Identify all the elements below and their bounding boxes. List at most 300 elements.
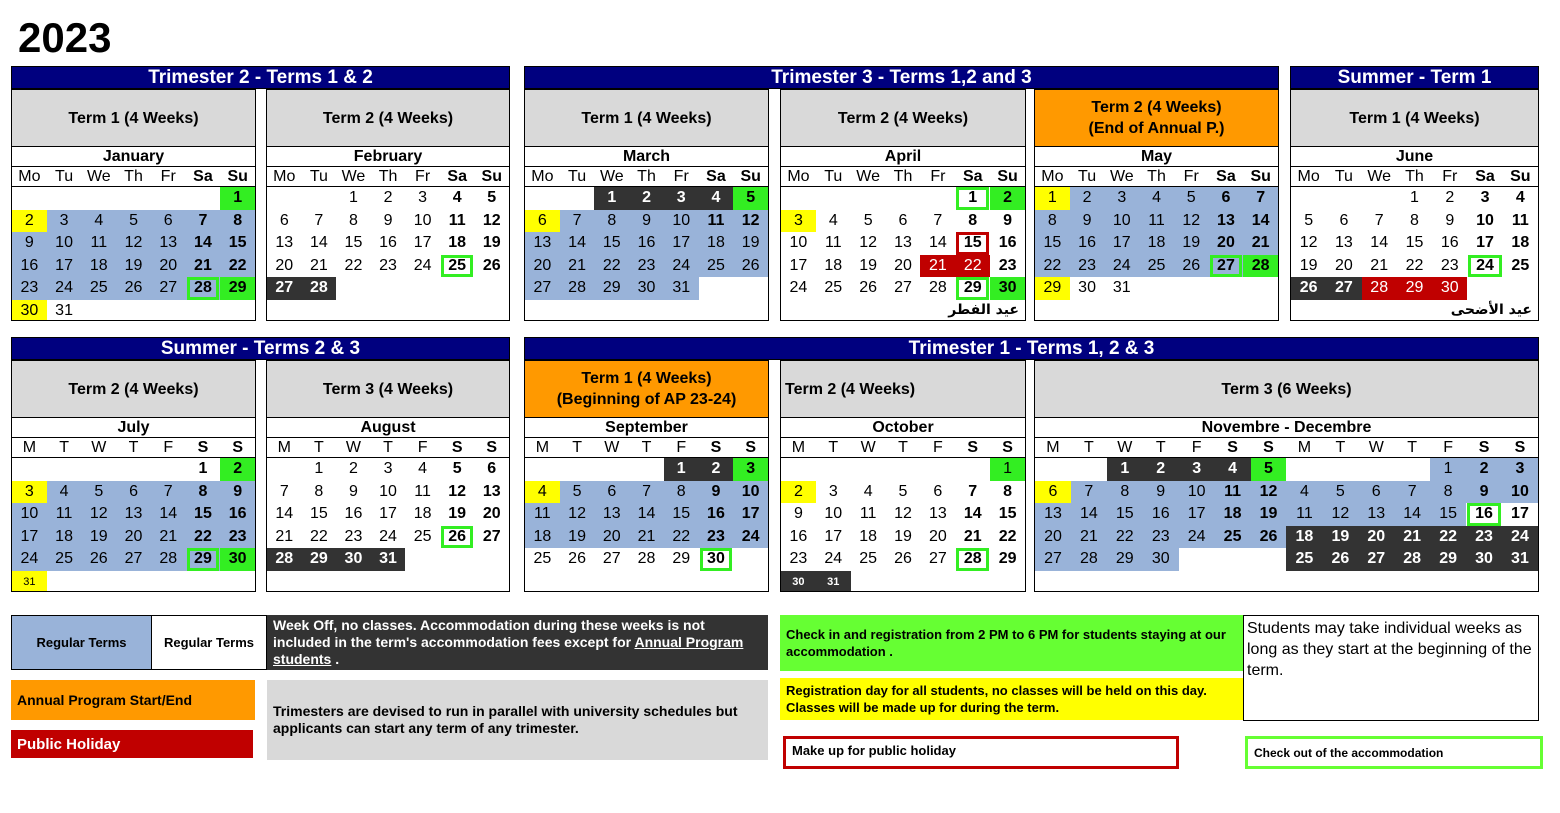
day-cell: 11	[699, 210, 734, 233]
day-cell: 5	[560, 481, 595, 504]
legend-week-off	[267, 615, 768, 670]
day-cell: 9	[699, 481, 734, 504]
day-cell: 25	[47, 548, 82, 571]
day-cell: 30	[1466, 548, 1502, 571]
day-cell: 5	[1251, 458, 1287, 481]
day-cell: 13	[1035, 503, 1071, 526]
day-cell: 15	[594, 232, 629, 255]
day-cell: 12	[482, 211, 501, 229]
day-cell: 5	[1304, 211, 1314, 229]
term-header: Term 1 (4 Weeks) (Beginning of AP 23-24)	[525, 361, 768, 418]
day-cell: 21	[560, 255, 595, 278]
weekday-header-row	[1291, 167, 1538, 187]
day-cell: 28	[1071, 548, 1107, 571]
empty-cell	[1394, 571, 1430, 592]
day-cell: 9	[12, 232, 47, 255]
weekday-label: Sa	[706, 168, 726, 185]
legend-checkin-text: Check in and registration from 2 PM to 6 PM for students staying at our accommodation .	[786, 627, 1226, 659]
day-cell: 8	[1003, 482, 1013, 500]
weekday-label: M	[277, 439, 291, 456]
day-grid	[267, 187, 509, 321]
empty-cell	[47, 187, 82, 210]
day-cell: 28	[151, 548, 186, 571]
day-cell: 6	[933, 482, 943, 500]
empty-cell	[12, 187, 47, 210]
empty-cell	[886, 571, 921, 592]
day-cell: 2	[1466, 458, 1502, 481]
empty-cell	[474, 548, 509, 571]
week-row	[267, 571, 509, 592]
month-block-october	[780, 360, 1026, 592]
day-cell: 10	[1179, 481, 1215, 504]
empty-cell	[440, 571, 475, 592]
legend-regular-blue	[11, 615, 152, 670]
day-cell: 14	[1243, 210, 1278, 233]
day-cell: 1	[1035, 187, 1070, 210]
empty-cell	[267, 187, 302, 210]
day-cell: 2	[990, 187, 1025, 210]
weekday-label: Mo	[531, 168, 554, 185]
day-grid	[1035, 458, 1538, 592]
weekday-label: T	[898, 439, 908, 456]
term-header: Term 2 (4 Weeks) (End of Annual P.)	[1035, 90, 1278, 147]
day-cell: 3	[664, 187, 699, 210]
day-cell: 27	[116, 548, 151, 571]
weekday-header-row	[267, 167, 509, 187]
day-cell: 7	[1394, 481, 1430, 504]
weekday-label: S	[1002, 439, 1013, 456]
month-name: Novembre - Decembre	[1035, 418, 1538, 438]
day-cell: 15	[1405, 234, 1424, 252]
empty-cell	[186, 300, 221, 321]
day-cell: 23	[220, 526, 255, 549]
week-row	[1035, 210, 1278, 233]
weekday-header-row	[781, 438, 1025, 458]
weekday-label: M	[22, 439, 37, 456]
weekday-label: Tu	[1334, 168, 1353, 185]
day-cell: 9	[348, 482, 358, 500]
day-cell: 11	[1511, 211, 1529, 229]
day-cell: 3	[1104, 187, 1139, 210]
day-cell: 2	[1070, 187, 1105, 210]
day-cell: 28	[186, 277, 221, 300]
day-cell: 1	[664, 458, 699, 481]
day-cell: 30	[336, 548, 371, 571]
empty-cell	[594, 571, 629, 592]
day-cell: 3	[12, 481, 47, 504]
day-cell: 5	[81, 481, 116, 504]
empty-cell	[629, 571, 664, 592]
day-cell: 16	[379, 234, 397, 252]
week-row	[12, 526, 255, 549]
day-cell: 17	[379, 505, 397, 523]
empty-cell	[733, 300, 768, 321]
month-name: June	[1291, 147, 1538, 167]
empty-cell	[594, 300, 629, 321]
day-cell: 26	[482, 256, 501, 274]
day-cell: 28	[955, 548, 990, 571]
weekday-label: Th	[1147, 168, 1166, 185]
day-cell: 12	[116, 232, 151, 255]
empty-cell	[186, 187, 221, 210]
day-cell: 29	[302, 548, 337, 571]
empty-cell	[816, 300, 851, 321]
empty-cell	[1139, 277, 1174, 300]
annual-program-students-link[interactable]: Annual Program students	[273, 634, 744, 667]
weekday-label: T	[572, 439, 582, 456]
empty-cell	[525, 187, 560, 210]
week-row	[525, 255, 768, 278]
empty-cell	[1430, 571, 1466, 592]
day-cell: 6	[151, 210, 186, 233]
weekday-label: Su	[1510, 168, 1531, 185]
day-cell: 8	[1035, 210, 1070, 233]
day-cell: 29	[186, 548, 221, 571]
day-cell: 14	[1394, 503, 1430, 526]
day-cell: 26	[81, 548, 116, 571]
day-cell: 2	[781, 481, 816, 504]
day-cell: 24	[413, 256, 432, 274]
weekday-label: S	[197, 439, 209, 456]
empty-cell	[151, 571, 186, 592]
day-cell: 27	[1326, 277, 1361, 300]
week-row	[525, 210, 768, 233]
weekday-label: W	[860, 439, 876, 456]
legend-checkout-label: Check out of the accommodation	[1254, 745, 1444, 760]
day-cell: 18	[1139, 232, 1174, 255]
day-cell: 15	[186, 503, 221, 526]
empty-cell	[1071, 458, 1107, 481]
month-block-january	[11, 89, 256, 321]
weekday-label: Tu	[568, 168, 587, 185]
day-cell: 12	[448, 482, 467, 500]
weekday-label: Fr	[160, 168, 176, 185]
day-cell: 29	[1397, 277, 1432, 300]
day-cell: 27	[267, 277, 302, 300]
day-cell: 23	[344, 527, 363, 545]
week-row	[1291, 277, 1538, 300]
weekday-label: T	[1407, 439, 1418, 456]
empty-cell	[733, 571, 768, 592]
day-cell: 23	[998, 256, 1017, 274]
day-cell: 1	[1410, 189, 1419, 206]
day-cell: 25	[1215, 526, 1251, 549]
day-cell: 16	[1466, 503, 1502, 526]
empty-cell	[664, 300, 699, 321]
day-cell: 17	[789, 256, 808, 274]
weekday-label: Mo	[787, 168, 810, 185]
day-cell: 27	[1358, 548, 1394, 571]
day-cell: 13	[482, 482, 501, 500]
weekday-label: Su	[227, 168, 248, 185]
day-cell: 28	[637, 550, 656, 568]
day-cell: 14	[928, 234, 947, 252]
week-row	[525, 232, 768, 255]
day-cell: 16	[629, 232, 664, 255]
month-block-august	[266, 360, 510, 592]
day-cell: 26	[1174, 255, 1209, 278]
month-block-march	[524, 89, 769, 321]
empty-cell	[302, 300, 337, 321]
empty-cell	[336, 571, 371, 592]
day-cell: 20	[275, 256, 294, 274]
empty-cell	[1358, 458, 1394, 481]
day-cell: 25	[533, 550, 552, 568]
weekday-label: Su	[481, 168, 502, 185]
term-header: Term 2 (4 Weeks)	[267, 90, 509, 147]
day-cell: 1	[594, 187, 629, 210]
day-cell: 11	[81, 232, 116, 255]
month-name: July	[12, 418, 255, 438]
day-cell: 19	[1174, 232, 1209, 255]
day-cell: 30	[1143, 548, 1179, 571]
day-grid	[781, 187, 1025, 321]
day-cell: 4	[81, 210, 116, 233]
legend-public-holiday	[11, 730, 253, 758]
empty-cell	[1174, 300, 1209, 321]
day-cell: 17	[1511, 505, 1529, 523]
empty-cell	[47, 571, 82, 592]
empty-cell	[629, 300, 664, 321]
day-cell: 1	[198, 460, 208, 477]
empty-cell	[1070, 300, 1105, 321]
day-cell: 14	[186, 232, 221, 255]
day-cell: 24	[1467, 255, 1502, 278]
day-cell: 28	[1362, 277, 1397, 300]
day-cell: 28	[560, 277, 595, 300]
day-cell: 6	[898, 211, 908, 229]
day-cell: 6	[487, 460, 497, 477]
day-cell: 21	[963, 527, 982, 545]
day-cell: 25	[81, 277, 116, 300]
day-cell: 28	[928, 279, 947, 297]
legend-individual-weeks	[1243, 615, 1539, 721]
day-cell: 19	[560, 526, 595, 549]
day-cell: 22	[664, 526, 699, 549]
day-cell: 1	[314, 460, 324, 477]
day-cell: 29	[220, 277, 255, 300]
weekday-label: F	[1191, 439, 1202, 456]
legend-regular-white	[151, 615, 267, 670]
empty-cell	[116, 187, 151, 210]
weekday-label: W	[1368, 439, 1384, 456]
week-row	[1035, 187, 1278, 210]
empty-cell	[525, 571, 560, 592]
weekday-label: T	[1335, 439, 1346, 456]
day-cell: 13	[116, 503, 151, 526]
day-cell: 20	[928, 527, 947, 545]
week-row	[1035, 526, 1538, 549]
day-cell: 24	[1179, 526, 1215, 549]
empty-cell	[267, 458, 302, 481]
empty-cell	[699, 300, 734, 321]
band-trimester-2: Trimester 2 - Terms 1 & 2	[11, 66, 510, 89]
day-cell: 13	[151, 232, 186, 255]
empty-cell	[955, 571, 990, 592]
day-cell: 10	[1502, 481, 1538, 504]
week-row	[267, 481, 509, 504]
empty-cell	[267, 571, 302, 592]
day-cell: 26	[733, 255, 768, 278]
day-cell: 21	[1071, 526, 1107, 549]
day-cell: 12	[1174, 210, 1209, 233]
empty-cell	[1209, 300, 1244, 321]
empty-cell	[81, 458, 116, 481]
day-cell: 21	[1394, 526, 1430, 549]
day-cell: 1	[1107, 458, 1143, 481]
weekday-label: S	[745, 439, 756, 456]
day-cell: 20	[1358, 526, 1394, 549]
day-cell: 23	[629, 255, 664, 278]
empty-cell	[733, 548, 768, 571]
weekday-label: Tu	[1078, 168, 1097, 185]
empty-cell	[1174, 277, 1209, 300]
day-cell: 31	[816, 571, 851, 592]
legend-checkin	[780, 615, 1243, 671]
day-cell: 10	[12, 503, 47, 526]
day-cell: 20	[594, 526, 629, 549]
month-block-may	[1034, 89, 1279, 321]
weekday-label: Th	[124, 168, 143, 185]
day-cell: 8	[664, 481, 699, 504]
day-cell: 20	[1209, 232, 1244, 255]
day-cell: 16	[1143, 503, 1179, 526]
empty-cell	[1251, 548, 1287, 571]
day-cell: 7	[314, 211, 324, 229]
empty-cell	[560, 458, 595, 481]
day-cell: 24	[789, 279, 808, 297]
day-cell: 22	[220, 255, 255, 278]
day-cell: 29	[1035, 277, 1070, 300]
day-cell: 7	[1243, 187, 1278, 210]
day-grid	[525, 187, 768, 321]
day-cell: 30	[629, 277, 664, 300]
day-cell: 16	[220, 503, 255, 526]
weekday-label: We	[1367, 168, 1392, 185]
day-cell: 12	[1299, 234, 1318, 252]
day-cell: 19	[733, 232, 768, 255]
day-cell: 19	[1299, 256, 1318, 274]
week-row	[525, 481, 768, 504]
day-cell: 1	[990, 458, 1025, 481]
day-cell: 7	[151, 481, 186, 504]
day-cell: 28	[1243, 255, 1278, 278]
day-cell: 8	[314, 482, 324, 500]
day-cell: 16	[998, 234, 1017, 252]
day-cell: 24	[1104, 255, 1139, 278]
weekday-label: Th	[893, 168, 913, 185]
day-cell: 20	[1335, 256, 1353, 274]
week-row	[1035, 548, 1538, 571]
day-cell: 2	[220, 458, 255, 481]
week-row	[12, 481, 255, 504]
day-cell: 1	[955, 187, 990, 210]
day-cell: 4	[452, 189, 462, 206]
day-cell: 30	[12, 300, 47, 321]
empty-cell	[440, 300, 475, 321]
day-cell: 24	[12, 548, 47, 571]
day-cell: 30	[220, 548, 255, 571]
weekday-label: Su	[997, 168, 1018, 185]
day-cell: 10	[664, 210, 699, 233]
month-name: April	[781, 147, 1025, 167]
day-cell: 25	[1511, 256, 1530, 274]
day-cell: 3	[828, 482, 838, 500]
empty-cell	[474, 300, 509, 321]
empty-cell	[116, 571, 151, 592]
day-cell: 9	[1466, 481, 1502, 504]
weekday-label: Th	[637, 168, 656, 185]
empty-cell	[1243, 300, 1278, 321]
week-row	[781, 277, 1025, 300]
day-cell: 30	[1432, 277, 1467, 300]
day-cell: 15	[309, 505, 328, 523]
band-trimester-3: Trimester 3 - Terms 1,2 and 3	[524, 66, 1279, 89]
week-row	[525, 187, 768, 210]
day-cell: 3	[47, 210, 82, 233]
day-cell: 10	[413, 211, 432, 229]
day-cell: 30	[990, 277, 1025, 300]
empty-cell	[629, 458, 664, 481]
day-cell: 17	[1476, 234, 1494, 252]
day-cell: 27	[1209, 255, 1244, 278]
day-cell: 16	[1070, 232, 1105, 255]
day-cell: 23	[789, 550, 808, 568]
day-cell: 22	[1405, 256, 1424, 274]
day-cell: 4	[1515, 189, 1525, 206]
day-cell: 30	[781, 571, 816, 592]
week-row	[267, 526, 509, 549]
empty-cell	[886, 458, 921, 481]
day-cell: 27	[602, 550, 621, 568]
empty-cell	[1035, 571, 1071, 592]
weekday-label: Th	[1405, 168, 1424, 185]
day-cell: 10	[789, 234, 808, 252]
weekday-label: W	[1117, 439, 1133, 456]
day-cell: 14	[309, 234, 328, 252]
week-row	[12, 571, 255, 592]
day-cell: 14	[1370, 234, 1389, 252]
legend-trimesters-text: Trimesters are devised to run in parallel with university schedules but applicants can start any term of any trimester.	[273, 703, 738, 736]
day-cell: 21	[186, 255, 221, 278]
empty-cell	[81, 300, 116, 321]
empty-cell	[594, 458, 629, 481]
day-cell: 22	[1107, 526, 1143, 549]
weekday-label: Mo	[273, 168, 296, 185]
weekday-header-row	[12, 438, 255, 458]
weekday-header-row	[267, 438, 509, 458]
term-header: Term 2 (4 Weeks)	[781, 361, 1025, 418]
empty-cell	[1358, 571, 1394, 592]
day-cell: 18	[525, 526, 560, 549]
empty-cell	[699, 571, 734, 592]
weekday-label: T	[641, 439, 652, 456]
day-cell: 31	[55, 301, 73, 319]
day-cell: 31	[1112, 279, 1131, 297]
weekday-label: Fr	[930, 168, 946, 185]
empty-cell	[116, 300, 151, 321]
day-cell: 9	[629, 210, 664, 233]
day-cell: 27	[1035, 548, 1071, 571]
empty-cell	[1251, 571, 1287, 592]
day-cell: 29	[594, 277, 629, 300]
empty-cell	[405, 300, 440, 321]
day-cell: 17	[47, 255, 82, 278]
day-cell: 8	[348, 211, 358, 229]
day-cell: 21	[1370, 256, 1389, 274]
empty-cell	[1071, 571, 1107, 592]
week-row	[1035, 300, 1278, 321]
